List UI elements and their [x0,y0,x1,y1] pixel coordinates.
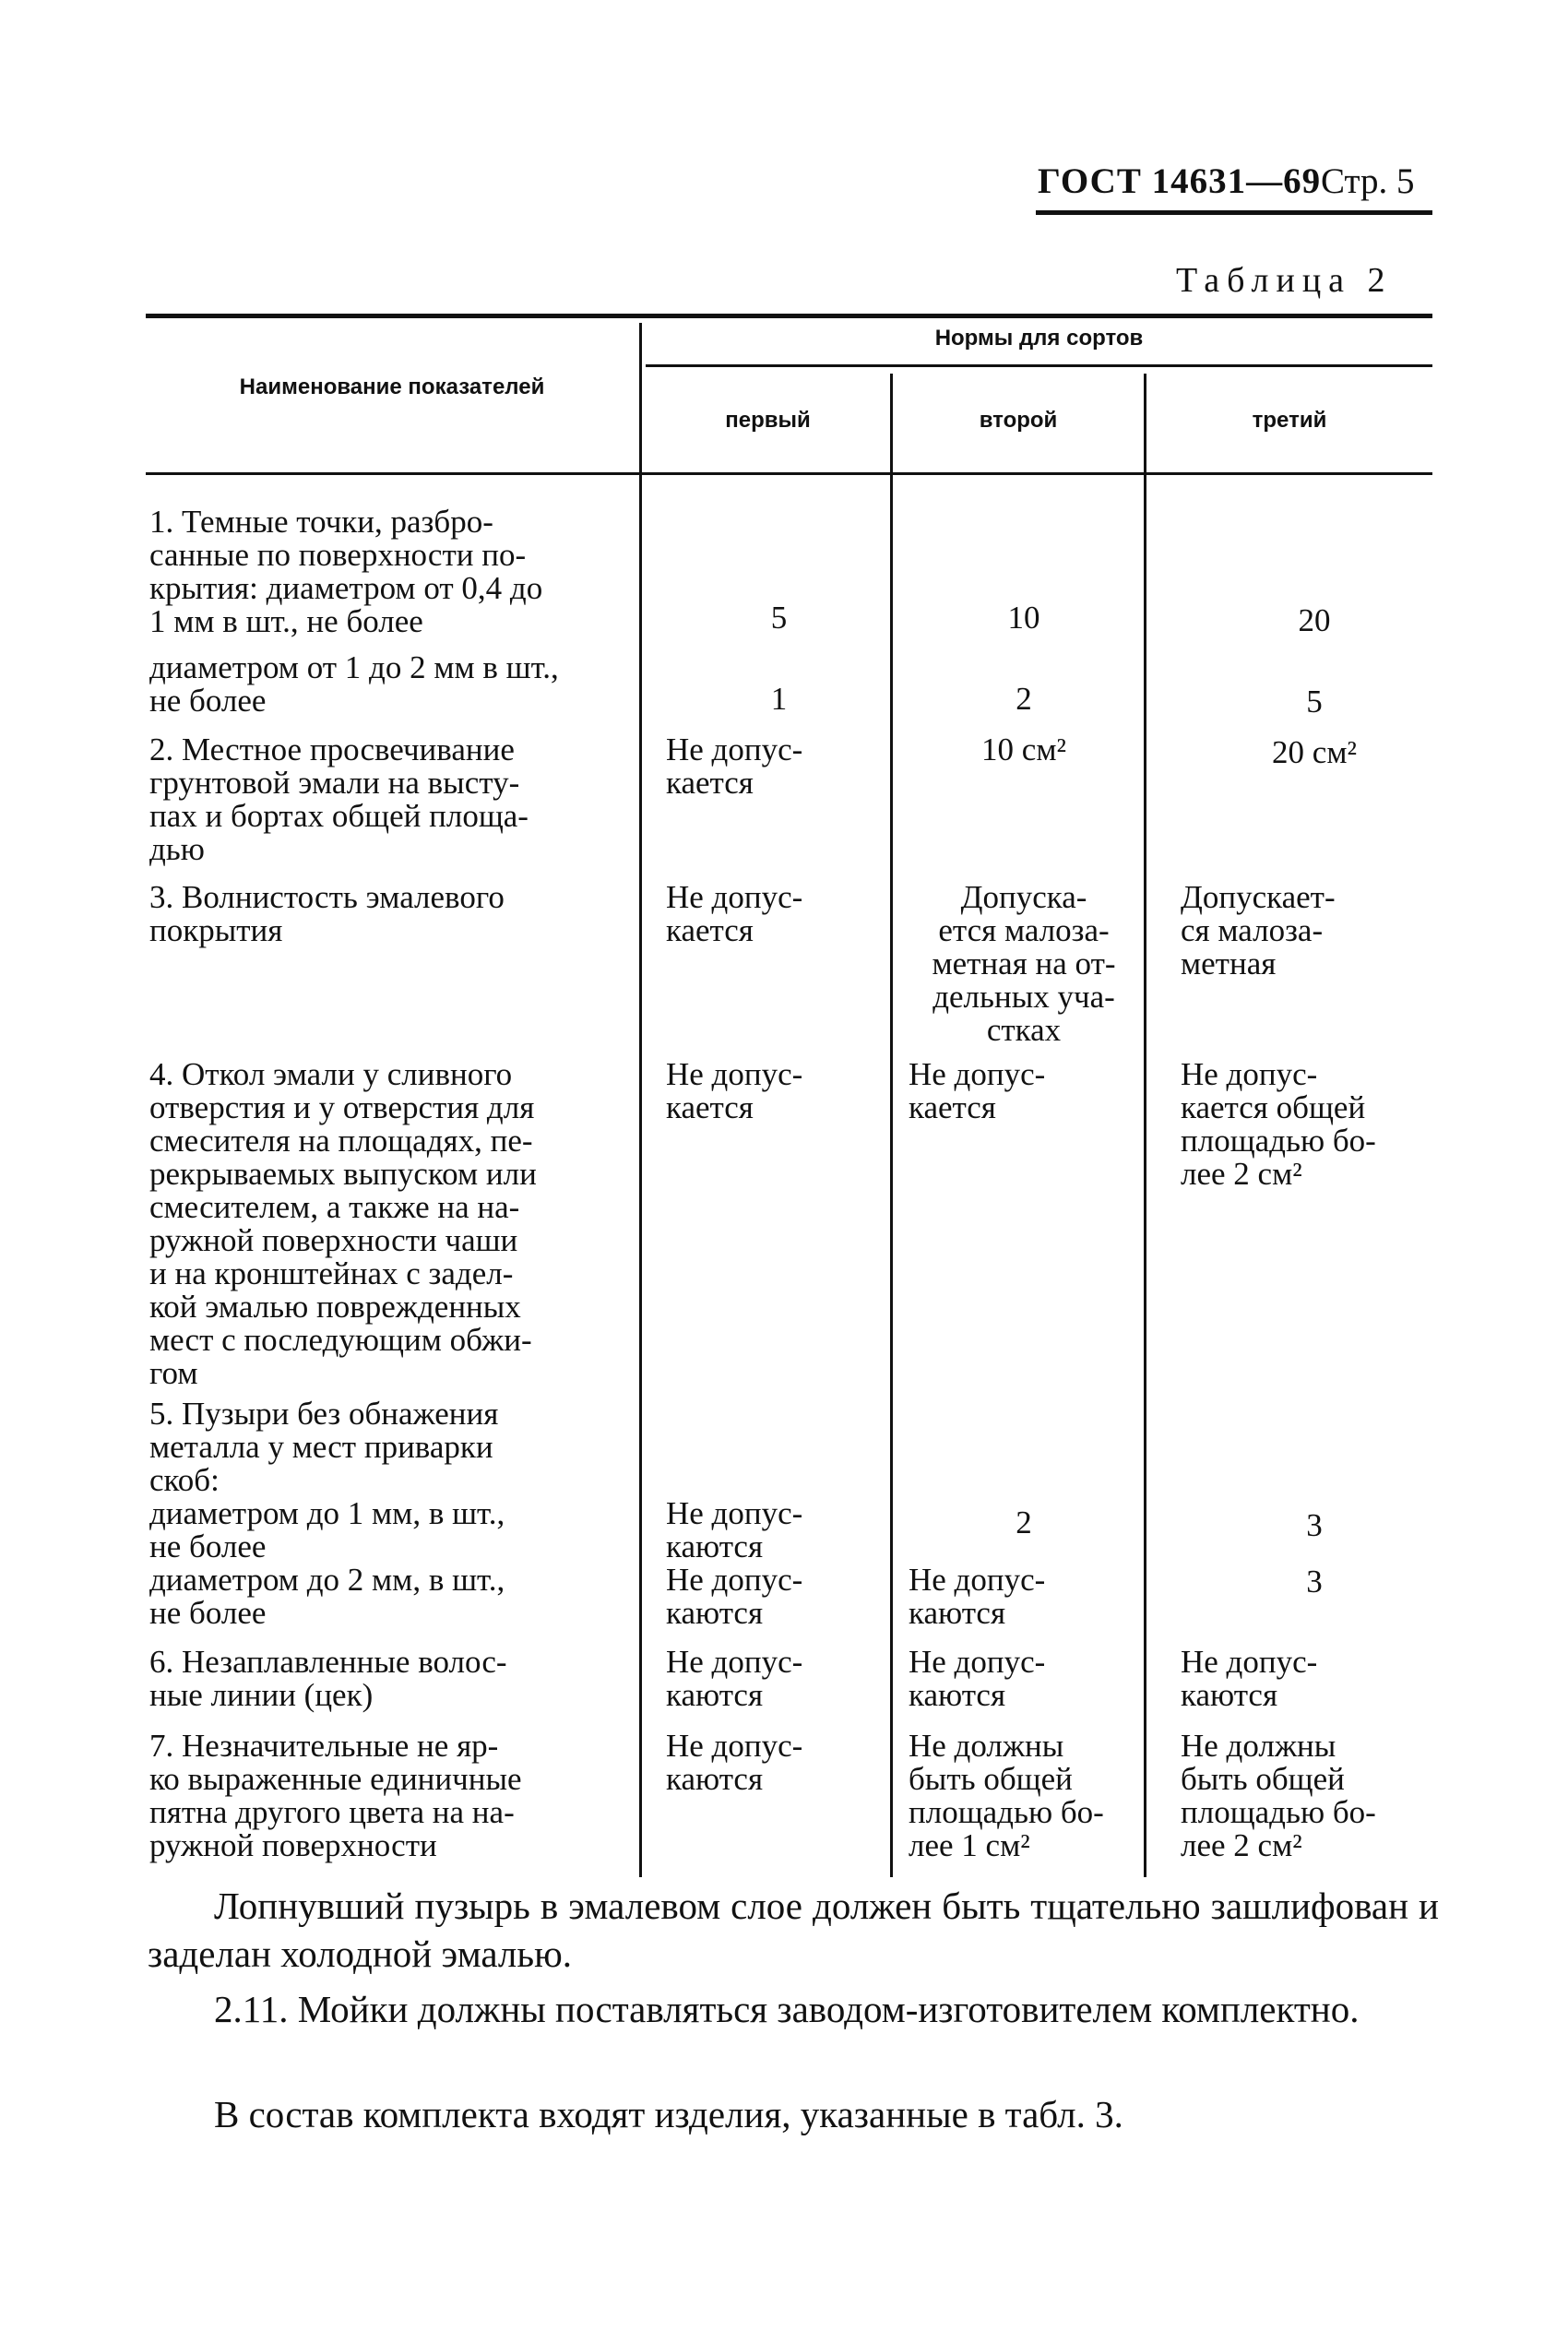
table-row-2-name: диаметром от 1 до 2 мм в шт., не более [149,649,559,719]
table-row-2-third: 5 [1306,684,1323,720]
table-row-8-first: Не допус- каются [666,1562,803,1631]
header-bottom-rule [146,472,1432,475]
table-row-4-third: Допускает- ся малоза- метная [1181,879,1336,981]
table-row-2-first: 1 [770,681,788,717]
table-row-10-first: Не допус- каются [666,1728,803,1797]
header-rule [1036,210,1432,215]
table-row-4-name: 3. Волнистость эмалевого покрытия [149,879,505,948]
document-code: ГОСТ 14631—69 [1038,161,1322,201]
table-row-5-second: Не допус- кается [909,1056,1046,1125]
paragraph-2-11: 2.11. Мойки должны поставляться заводом-изготовителем комплектно. [214,1988,1360,2030]
table-row-7-third: 3 [1306,1507,1323,1543]
table-row-3-second: 10 см² [981,731,1066,767]
table-row-3-first: Не допус- кается [666,731,803,801]
group-header-rule [646,364,1432,367]
paragraph-kit-contents: В состав комплекта входят изделия, указанные в табл. 3. [214,2093,1123,2135]
table-row-7-name: диаметром до 1 мм, в шт., не более [149,1495,505,1564]
column-divider-3 [1144,374,1146,1877]
table-row-3-third: 20 см² [1272,734,1357,770]
column-divider-1 [639,323,642,1877]
table-row-1-first: 5 [770,600,788,636]
table-top-rule [146,314,1432,318]
table-row-2-second: 2 [1016,681,1032,717]
table-row-9-first: Не допус- каются [666,1644,803,1713]
table-row-1-second: 10 [1007,600,1040,636]
table-row-6-name: 5. Пузыри без обнажения металла у мест приварки скоб: [149,1396,499,1498]
column-group-header: Нормы для сортов [934,326,1144,351]
table-row-7-first: Не допус- каются [666,1495,803,1564]
table-row-1-third: 20 [1298,602,1331,638]
table-row-8-second: Не допус- каются [909,1562,1046,1631]
table-row-4-second: Допуска- ется малоза- метная на от- дельных уча- стках [932,879,1116,1048]
table-row-1-name: 1. Темные точки, разбро- санные по поверхности по- крытия: диаметром от 0,4 до 1 мм в шт., не более [149,504,543,639]
table-title: Таблица 2 [1176,261,1393,300]
column-header-second: второй [979,408,1058,433]
table-row-5-first: Не допус- кается [666,1056,803,1125]
table-row-7-second: 2 [1016,1504,1032,1540]
table-row-3-name: 2. Местное просвечивание грунтовой эмали на высту- пах и бортах общей площа- дью [149,731,529,867]
table-row-9-name: 6. Незаплавленные волос- ные линии (цек) [149,1644,507,1713]
paragraph-bubble-repair: Лопнувший пузырь в эмалевом слое должен быть тщательно зашлифован и заделан холодной эмалью. [148,1885,1439,1975]
table-row-5-name: 4. Откол эмали у сливного отверстия и у отверстия для смесителя на площадях, пе- рекрываемых выпуском или смесителем, а также на на- ружной поверхности чаши и на кронштейнах с задел- кой эмалью поврежденных мест с последующим обжи- гом [149,1056,537,1391]
page-number: Стр. 5 [1321,161,1415,201]
column-header-first: первый [725,408,811,433]
column-header-name: Наименование показателей [239,375,545,399]
table-row-8-third: 3 [1306,1564,1323,1600]
table-row-10-third: Не должны быть общей площадью бо- лее 2 см² [1181,1728,1376,1863]
table-row-9-second: Не допус- каются [909,1644,1046,1713]
table-row-5-third: Не допус- кается общей площадью бо- лее 2 см² [1181,1056,1376,1192]
table-row-9-third: Не допус- каются [1181,1644,1318,1713]
table-row-4-first: Не допус- кается [666,879,803,948]
table-row-10-name: 7. Незначительные не яр- ко выраженные единичные пятна другого цвета на на- ружной поверхности [149,1728,522,1863]
table-row-8-name: диаметром до 2 мм, в шт., не более [149,1562,505,1631]
column-header-third: третий [1252,408,1327,433]
table-row-10-second: Не должны быть общей площадью бо- лее 1 см² [909,1728,1104,1863]
